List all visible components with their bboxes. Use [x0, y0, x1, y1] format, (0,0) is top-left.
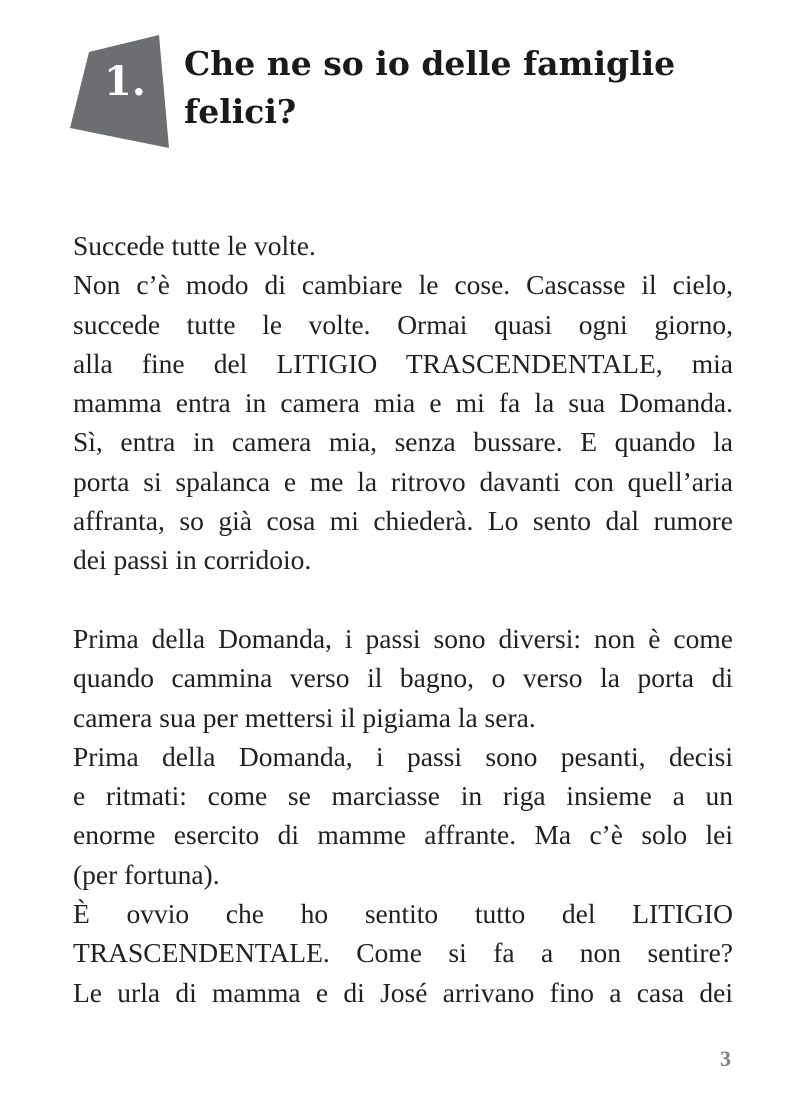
text-line: TRASCENDENTALE. Come si fa a non sentire? — [73, 937, 733, 969]
text-line: (per fortuna). — [73, 858, 220, 890]
text-line: Prima della Domanda, i passi sono pesanti, decisi — [73, 740, 733, 772]
paragraph-gap — [73, 580, 733, 619]
paragraph — [73, 619, 733, 1012]
text-line: enorme esercito di mamme affrante. Ma c’è solo lei — [73, 819, 733, 851]
chapter-number: 1. — [104, 58, 146, 105]
paragraph — [73, 226, 733, 580]
text-line: succede tutte le volte. Ormai quasi ogni giorno, — [73, 308, 733, 340]
chapter-title — [184, 40, 744, 136]
text-line: camera sua per mettersi il pigiama la sera. — [73, 701, 536, 733]
text-line: mamma entra in camera mia e mi fa la sua Domanda. — [73, 387, 733, 419]
text-line: dei passi in corridoio. — [73, 544, 312, 576]
text-line: alla fine del LITIGIO TRASCENDENTALE, mia — [73, 347, 733, 379]
text-line: Prima della Domanda, i passi sono diversi: non è come — [73, 622, 733, 654]
page-number: 3 — [720, 1046, 731, 1071]
chapter-title-line: felici? — [184, 92, 297, 131]
chapter-title-line: Che ne so io delle famiglie — [184, 44, 676, 83]
text-line: Sì, entra in camera mia, senza bussare. E quando la — [73, 426, 733, 458]
text-line: affranta, so già cosa mi chiederà. Lo sento dal rumore — [73, 505, 733, 537]
chapter-badge — [0, 0, 200, 170]
body-text — [73, 226, 733, 1012]
text-line: Non c’è modo di cambiare le cose. Cascasse il cielo, — [73, 269, 733, 301]
text-line: quando cammina verso il bagno, o verso la porta di — [73, 662, 733, 694]
chapter-badge-shape-icon — [0, 0, 200, 170]
text-line: Succede tutte le volte. — [73, 230, 316, 261]
text-line: È ovvio che ho sentito tutto del LITIGIO — [73, 898, 733, 930]
text-line: Le urla di mamma e di José arrivano fino a casa dei — [73, 976, 733, 1008]
text-line: e ritmati: come se marciasse in riga insieme a un — [73, 780, 733, 812]
text-line: porta si spalanca e me la ritrovo davanti con quell’aria — [73, 465, 733, 497]
